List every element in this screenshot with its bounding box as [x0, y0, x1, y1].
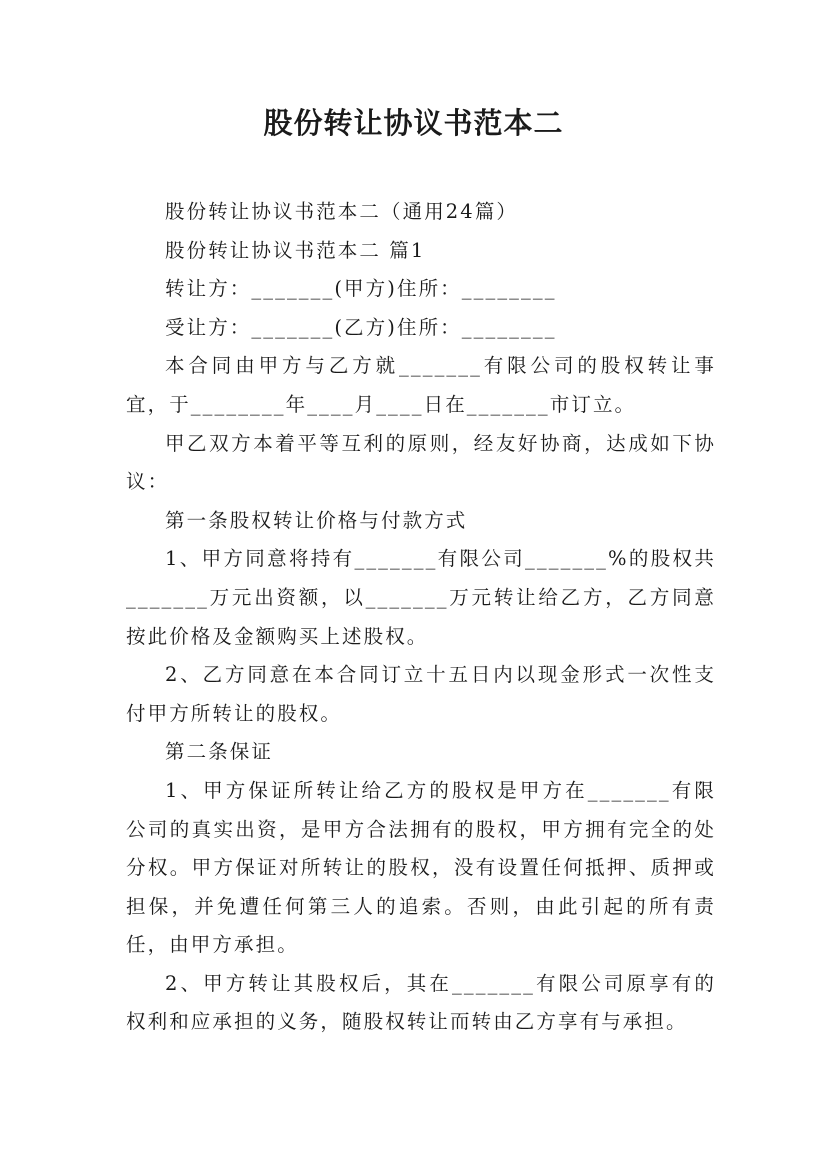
subtitle-paragraph: 股份转让协议书范本二（通用24篇） [165, 200, 519, 223]
agreement-paragraph: 甲乙双方本着平等互利的原则，经友好协商，达成如下协议： [126, 431, 716, 494]
transferor-line: 转让方：_______(甲方)住所：________ [165, 277, 557, 301]
article-2-clause-2: 2、甲方转让其股权后，其在_______有限公司原享有的权利和应承担的义务，随股权转让而转由乙方享有与承担。 [126, 971, 716, 1034]
transferee-line: 受让方：_______(乙方)住所：________ [165, 315, 557, 339]
article-1-heading: 第一条股权转让价格与付款方式 [165, 508, 468, 532]
article-1-clause-1: 1、甲方同意将持有_______有限公司_______%的股权共_______万元出资额，以_______万元转让给乙方，乙方同意按此价格及金额购买上述股权。 [126, 547, 716, 648]
contract-intro-paragraph: 本合同由甲方与乙方就_______有限公司的股权转让事宜，于________年____月____日在_______市订立。 [126, 354, 716, 416]
document-title: 股份转让协议书范本二 [263, 106, 564, 140]
section-heading: 股份转让协议书范本二 篇1 [165, 238, 426, 262]
document-body [126, 193, 716, 1042]
article-1-clause-2: 2、乙方同意在本合同订立十五日内以现金形式一次性支付甲方所转让的股权。 [126, 663, 716, 725]
article-2-heading: 第二条保证 [165, 740, 274, 764]
article-2-clause-1: 1、甲方保证所转让给乙方的股权是甲方在_______有限公司的真实出资，是甲方合法拥有的股权，甲方拥有完全的处分权。甲方保证对所转让的股权，没有设置任何抵押、质押或担保，并免遭任何第三人的追索。否则，由此引起的所有责任，由甲方承担。 [126, 778, 716, 957]
